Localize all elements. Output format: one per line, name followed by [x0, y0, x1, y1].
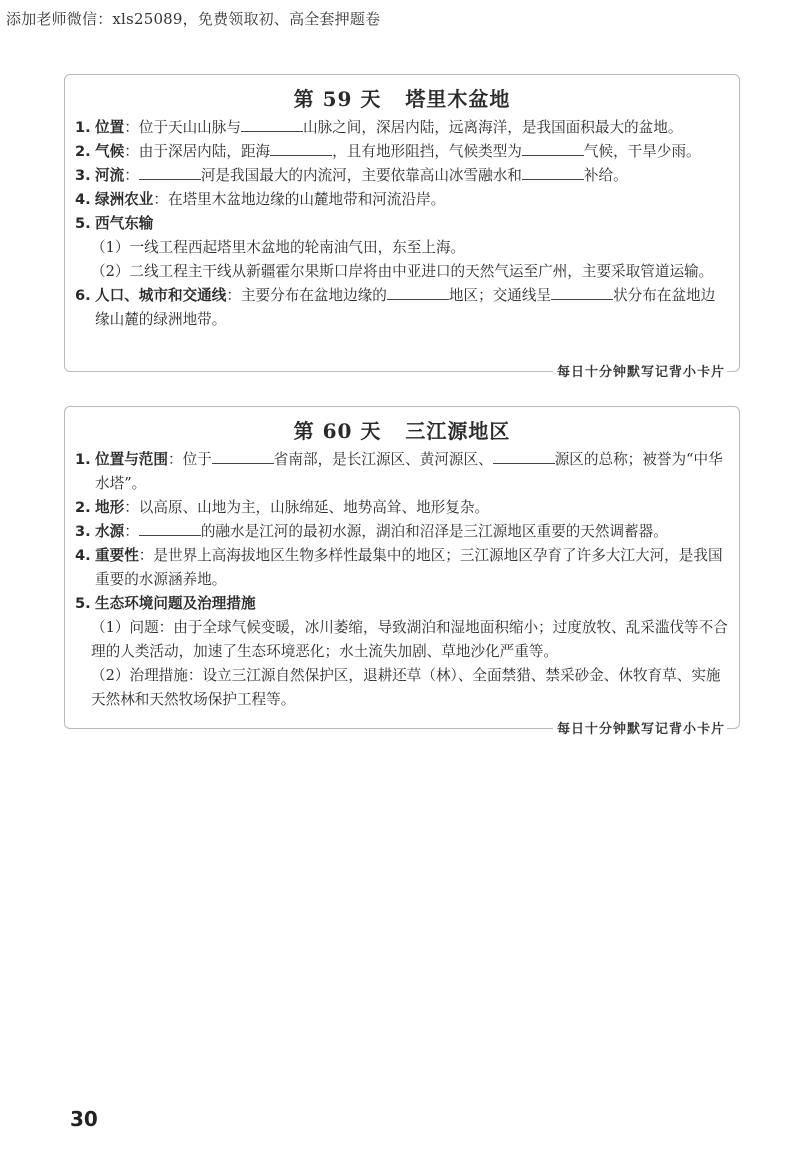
day-label: 第 60 天	[293, 419, 382, 443]
item-text: ：	[124, 167, 139, 184]
item-text: 气候，干旱少雨。	[583, 143, 701, 160]
item-key: 重要性	[95, 547, 139, 564]
card-title	[75, 415, 729, 444]
fill-blank[interactable]	[139, 165, 201, 180]
sub-item: （2）二线工程主干线从新疆霍尔果斯口岸将由中亚进口的天然气运至广州，主要采取管道运输。	[91, 263, 714, 280]
item-text: 源区的总称；被誉为“中华水塔”。	[95, 451, 723, 492]
card-title	[75, 83, 729, 112]
watermark-text: 添加老师微信：xls25089，免费领取初、高全套押题卷	[6, 10, 381, 28]
item-text: 地区；交通线呈	[448, 287, 552, 304]
item-number: 2.	[75, 143, 91, 160]
item-number: 4.	[75, 191, 91, 208]
item-key: 气候	[95, 143, 125, 160]
fill-blank[interactable]	[551, 285, 613, 300]
item-key: 河流	[95, 167, 125, 184]
item-terrain	[75, 496, 729, 520]
item-west-east-gas	[75, 212, 729, 236]
topic-title: 三江源地区	[405, 419, 511, 443]
item-text: ，且有地形阻挡，气候类型为	[332, 143, 522, 160]
item-text: ：	[124, 523, 139, 540]
item-number: 5.	[75, 595, 91, 612]
item-key: 西气东输	[95, 215, 154, 232]
item-oasis-agriculture	[75, 188, 729, 212]
item-text: ：位于	[167, 451, 212, 468]
item-key: 人口、城市和交通线	[95, 287, 227, 304]
item-text: 山脉之间，深居内陆，远离海洋，是我国面积最大的盆地。	[302, 119, 683, 136]
item-text: 省南部，是长江源区、黄河源区、	[273, 451, 493, 468]
item-number: 1.	[75, 451, 91, 468]
item-key: 位置与范围	[95, 451, 168, 468]
item-text: ：以高原、山地为主，山脉绵延、地势高耸、地形复杂。	[124, 499, 490, 516]
item-text: ：由于深居内陆，距海	[124, 143, 271, 160]
fill-blank[interactable]	[493, 449, 555, 464]
item-number: 6.	[75, 287, 91, 304]
item-text: ：主要分布在盆地边缘的	[226, 287, 387, 304]
item-text: 状分布在盆地边缘山麓的绿洲地带。	[95, 287, 716, 328]
fill-blank[interactable]	[241, 117, 303, 132]
item-number: 1.	[75, 119, 91, 136]
page-number: 30	[70, 1107, 98, 1131]
item-number: 4.	[75, 547, 91, 564]
fill-blank[interactable]	[139, 521, 201, 536]
item-key: 位置	[95, 119, 125, 136]
item-number: 3.	[75, 167, 91, 184]
day-label: 第 59 天	[293, 87, 382, 111]
fill-blank[interactable]	[522, 141, 584, 156]
item-water-source	[75, 520, 729, 544]
card-footer-label: 每日十分钟默写记背小卡片	[553, 361, 727, 380]
item-text: 的融水是江河的最初水源，湖泊和沼泽是三江源地区重要的天然调蓄器。	[200, 523, 668, 540]
item-importance	[75, 544, 729, 592]
item-ecology	[75, 592, 729, 616]
item-population-transport	[75, 284, 729, 332]
fill-blank[interactable]	[212, 449, 274, 464]
item-key: 生态环境问题及治理措施	[95, 595, 256, 612]
fill-blank[interactable]	[522, 165, 584, 180]
item-number: 2.	[75, 499, 91, 516]
item-number: 3.	[75, 523, 91, 540]
card-footer-label: 每日十分钟默写记背小卡片	[553, 718, 727, 737]
card-day-59	[64, 74, 740, 380]
item-text: ：位于天山山脉与	[124, 119, 241, 136]
item-key: 地形	[95, 499, 125, 516]
item-text: 河是我国最大的内流河，主要依靠高山冰雪融水和	[200, 167, 522, 184]
item-climate	[75, 140, 729, 164]
item-location-range	[75, 448, 729, 496]
fill-blank[interactable]	[270, 141, 332, 156]
item-rivers	[75, 164, 729, 188]
fill-blank[interactable]	[387, 285, 449, 300]
item-location	[75, 116, 729, 140]
sub-item: （1）问题：由于全球气候变暖，冰川萎缩，导致湖泊和湿地面积缩小；过度放牧、乱采滥伐等不合理的人类活动，加速了生态环境恶化；水土流失加剧、草地沙化严重等。	[91, 619, 728, 660]
item-key: 水源	[95, 523, 125, 540]
item-number: 5.	[75, 215, 91, 232]
sub-item: （1）一线工程西起塔里木盆地的轮南油气田，东至上海。	[91, 239, 466, 256]
topic-title: 塔里木盆地	[405, 87, 511, 111]
item-text: ：是世界上高海拔地区生物多样性最集中的地区；三江源地区孕育了许多大江大河，是我国重要的水源涵养地。	[95, 547, 723, 588]
card-day-60	[64, 406, 740, 737]
item-key: 绿洲农业	[95, 191, 154, 208]
item-text: 补给。	[583, 167, 628, 184]
sub-item: （2）治理措施：设立三江源自然保护区，退耕还草（林）、全面禁猎、禁采砂金、休牧育草、实施天然林和天然牧场保护工程等。	[91, 667, 721, 708]
item-text: ：在塔里木盆地边缘的山麓地带和河流沿岸。	[153, 191, 446, 208]
